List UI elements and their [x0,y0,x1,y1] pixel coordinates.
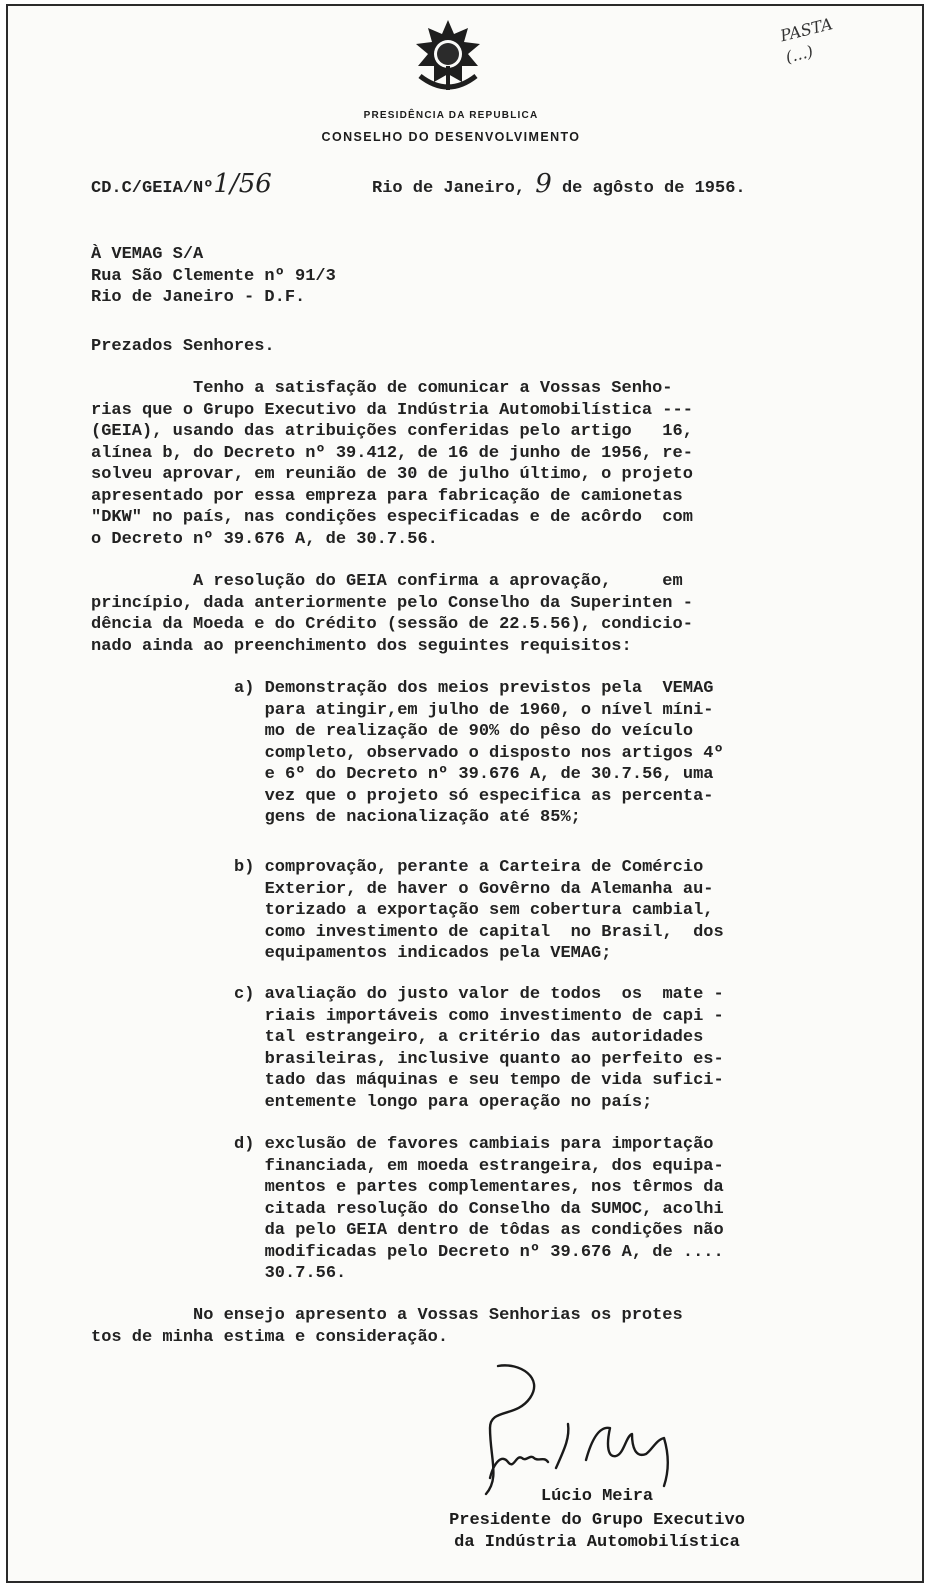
text-line: mentos e partes complementares, nos têrmos da [234,1178,724,1197]
requirement-item-c [234,984,724,1113]
text-line: entemente longo para operação no país; [234,1092,653,1112]
address-line: Rio de Janeiro - D.F. [91,288,306,307]
text-line: da pelo GEIA dentro de tôdas as condições não [234,1221,724,1240]
closing-paragraph [91,1305,683,1348]
reference-number [91,169,272,200]
text-line: modificadas pelo Decreto nº 39.676 A, de .... [234,1242,724,1262]
letter-page [6,4,924,1583]
date-place: Rio de Janeiro, [372,179,526,198]
text-line: gens de nacionalização até 85%; [234,808,581,827]
handwritten-margin-note [778,3,891,104]
text-line: tos de minha estima e consideração. [91,1327,449,1347]
text-line: alínea b, do Decreto nº 39.412, de 16 de junho de 1956, re- [91,443,693,463]
text-line: nado ainda ao preenchimento dos seguintes requisitos: [91,636,632,656]
text-line: completo, observado o disposto nos artigos 4º [234,743,724,763]
date-line [372,169,746,200]
letterhead-presidency: PRESIDÊNCIA DA REPUBLICA [363,110,539,121]
text-line: rias que o Grupo Executivo da Indústria Automobilística --- [91,400,693,420]
text-line: d) exclusão de favores cambiais para importação [234,1135,714,1154]
text-line: a) Demonstração dos meios previstos pela VEMAG [234,679,714,698]
text-line: equipamentos indicados pela VEMAG; [234,944,612,963]
text-line: o Decreto nº 39.676 A, de 30.7.56. [91,529,438,549]
text-line: vez que o projeto só especifica as percenta- [234,786,714,806]
text-line: (GEIA), usando das atribuições conferidas pelo artigo 16, [91,422,693,441]
signatory-name: Lúcio Meira [540,1487,654,1506]
text-line: princípio, dada anteriormente pelo Conselho da Superinten - [91,593,693,613]
text-line: A resolução do GEIA confirma a aprovação, em [91,572,683,591]
text-line: riais importáveis como investimento de capi - [234,1006,724,1026]
text-line: c) avaliação do justo valor de todos os mate - [234,985,724,1004]
date-handwritten-day: 9 [535,169,552,199]
text-line: apresentado por essa empreza para fabricação de camionetas [91,486,683,506]
paragraph-approval [91,378,693,550]
text-line: e 6º do Decreto nº 39.676 A, de 30.7.56, uma [234,765,714,784]
text-line: b) comprovação, perante a Carteira de Comércio [234,858,704,877]
salutation: Prezados Senhores. [91,337,275,356]
text-line: "DKW" no país, nas condições especificadas e de acôrdo com [91,508,693,527]
requirement-item-d [234,1134,724,1285]
text-line: tado das máquinas e seu tempo de vida sufici- [234,1071,724,1090]
requirement-item-b [234,857,724,965]
signatory-title-line2: da Indústria Automobilística [454,1533,740,1552]
recipient-address [91,244,336,309]
text-line: como investimento de capital no Brasil, dos [234,922,724,942]
text-line: citada resolução do Conselho da SUMOC, acolhi [234,1199,724,1219]
handwritten-note-line: PASTA [778,14,835,46]
reference-handwritten-number: 1/56 [213,169,272,199]
address-line: À VEMAG S/A [91,245,204,264]
reference-prefix: CD.C/GEIA/Nº [91,179,214,198]
requirement-item-a [234,678,724,829]
address-line: Rua São Clemente nº 91/3 [91,266,336,286]
text-line: para atingir,em julho de 1960, o nível míni- [234,700,714,720]
paragraph-resolution [91,571,693,657]
date-rest: de agôsto de 1956. [561,179,746,198]
text-line: solveu aprovar, em reunião de 30 de julho último, o projeto [91,465,693,484]
letterhead-council: CONSELHO DO DESENVOLVIMENTO [321,130,581,144]
coat-of-arms-seal [410,18,486,98]
text-line: 30.7.56. [234,1264,347,1283]
text-line: No ensejo apresento a Vossas Senhorias os protes [91,1306,683,1325]
text-line: Tenho a satisfação de comunicar a Vossas Senho- [91,379,673,398]
text-line: torizado a exportação sem cobertura cambial, [234,901,714,920]
handwritten-note-line: (...) [783,41,816,67]
text-line: tal estrangeiro, a critério das autoridades [234,1028,704,1047]
signatory-title-line1: Presidente do Grupo Executivo [449,1511,745,1530]
text-line: mo de realização de 90% do pêso do veículo [234,722,694,741]
text-line: dência da Moeda e do Crédito (sessão de 22.5.56), condicio- [91,615,693,634]
text-line: Exterior, de haver o Govêrno da Alemanha au- [234,879,714,899]
text-line: financiada, em moeda estrangeira, dos equipa- [234,1156,724,1176]
text-line: brasileiras, inclusive quanto ao perfeito es- [234,1049,724,1069]
